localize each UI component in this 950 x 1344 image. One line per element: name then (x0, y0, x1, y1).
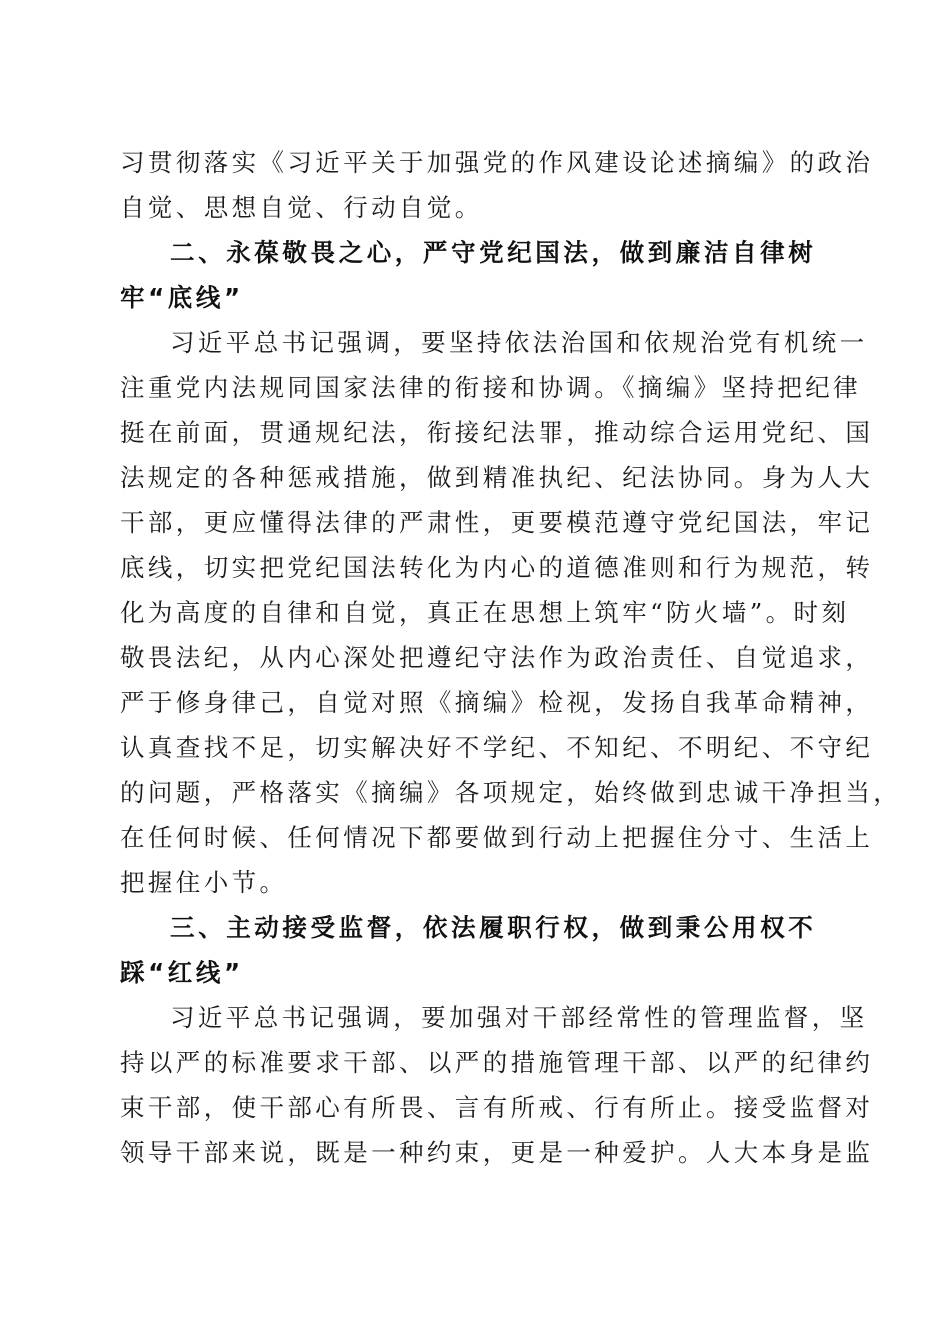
body-text-line: 敬畏法纪，从内心深处把遵纪守法作为政治责任、自觉追求， (120, 643, 874, 672)
body-text-line: 习近平总书记强调，要坚持依法治国和依规治党有机统一 (170, 328, 868, 357)
body-text-line: 注重党内法规同国家法律的衔接和协调。《摘编》坚持把纪律 (120, 373, 862, 402)
body-text-line: 习近平总书记强调，要加强对干部经常性的管理监督，坚 (170, 1003, 868, 1032)
body-text-line: 的问题，严格落实《摘编》各项规定，始终做到忠诚干净担当， (120, 778, 902, 807)
body-text-line: 把握住小节。 (120, 868, 288, 897)
body-text-line: 化为高度的自律和自觉，真正在思想上筑牢“防火墙”。时刻 (120, 598, 850, 627)
section-heading: 二、永葆敬畏之心，严守党纪国法，做到廉洁自律树 (170, 238, 817, 267)
body-text-line: 认真查找不足，切实解决好不学纪、不知纪、不明纪、不守纪 (120, 733, 874, 762)
section-heading: 牢“底线” (120, 283, 244, 312)
body-text-line: 挺在前面，贯通规纪法，衔接纪法罪，推动综合运用党纪、国 (120, 418, 874, 447)
body-text-line: 习贯彻落实《习近平关于加强党的作风建设论述摘编》的政治 (120, 148, 874, 177)
section-heading: 三、主动接受监督，依法履职行权，做到秉公用权不 (170, 913, 817, 942)
body-text-line: 持以严的标准要求干部、以严的措施管理干部、以严的纪律约 (120, 1048, 874, 1077)
body-text-line: 干部，更应懂得法律的严肃性，更要模范遵守党纪国法，牢记 (120, 508, 874, 537)
body-text-line: 法规定的各种惩戒措施，做到精准执纪、纪法协同。身为人大 (120, 463, 874, 492)
body-text-line: 自觉、思想自觉、行动自觉。 (120, 193, 483, 222)
body-text-line: 底线，切实把党纪国法转化为内心的道德准则和行为规范，转 (120, 553, 874, 582)
body-text-line: 在任何时候、任何情况下都要做到行动上把握住分寸、生活上 (120, 823, 874, 852)
body-text-line: 束干部，使干部心有所畏、言有所戒、行有所止。接受监督对 (120, 1093, 874, 1122)
body-text-line: 严于修身律己，自觉对照《摘编》检视，发扬自我革命精神， (120, 688, 874, 717)
body-text-line: 领导干部来说，既是一种约束，更是一种爱护。人大本身是监 (120, 1138, 874, 1167)
section-heading: 踩“红线” (120, 958, 244, 987)
